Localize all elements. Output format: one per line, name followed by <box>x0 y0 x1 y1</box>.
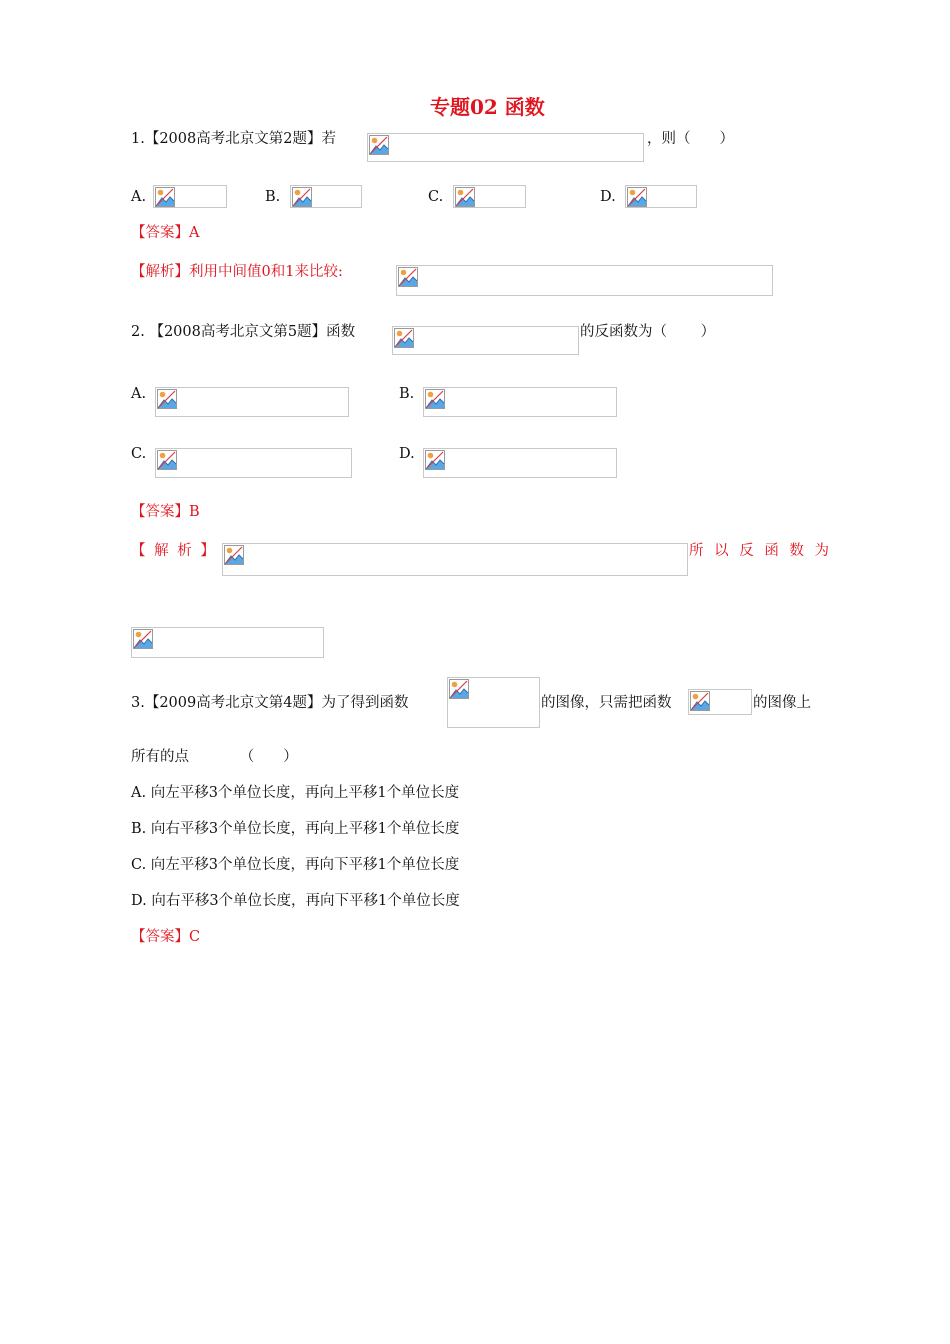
q3-option-a: A. 向左平移3个单位长度，再向上平移1个单位长度 <box>131 785 460 801</box>
q3-answer: 【答案】C <box>131 929 201 945</box>
q2-option-b-image <box>423 387 617 417</box>
q1-option-c-label: C. <box>428 189 444 205</box>
q3-prompt: 3.【2009高考北京文第4题】为了得到函数 <box>131 695 409 711</box>
q2-option-a-label: A. <box>131 386 147 402</box>
q2-inverse-image <box>131 627 324 658</box>
q1-option-b-image <box>290 185 362 208</box>
q2-suffix: 的反函数为（ ） <box>580 324 716 340</box>
q1-option-b-label: B. <box>265 189 281 205</box>
q2-option-a-image <box>155 387 349 417</box>
q1-formula-image <box>367 133 644 162</box>
q1-option-d-image <box>625 185 697 208</box>
q3-suffix: 的图像上 <box>753 695 811 711</box>
q3-prompt-line2: 所有的点 （ ） <box>131 749 298 765</box>
q3-option-b: B. 向右平移3个单位长度，再向上平移1个单位长度 <box>131 821 460 837</box>
q1-option-d-label: D. <box>600 189 616 205</box>
q3-target-function-image <box>447 677 540 728</box>
q1-option-c-image <box>453 185 526 208</box>
q3-option-c: C. 向左平移3个单位长度，再向下平移1个单位长度 <box>131 857 460 873</box>
q2-option-c-image <box>155 448 352 478</box>
q3-middle: 的图像，只需把函数 <box>541 695 672 711</box>
q3-option-d: D. 向右平移3个单位长度，再向下平移1个单位长度 <box>131 893 460 909</box>
q2-option-c-label: C. <box>131 446 147 462</box>
q2-option-b-label: B. <box>399 386 415 402</box>
q1-analysis-image <box>396 265 773 296</box>
q1-option-a-label: A. <box>131 189 147 205</box>
q2-analysis-tail: 所 以 反 函 数 为 <box>689 543 830 559</box>
q1-analysis-label: 【解析】利用中间值0和1来比较: <box>131 264 343 280</box>
q1-prompt: 1.【2008高考北京文第2题】若 <box>131 131 336 147</box>
q2-formula-image <box>392 326 579 355</box>
q2-answer: 【答案】B <box>131 504 200 520</box>
q2-prompt: 2. 【2008高考北京文第5题】函数 <box>131 324 356 340</box>
q2-analysis-label: 【 解 析 】 <box>131 543 215 559</box>
q2-option-d-image <box>423 448 617 478</box>
q2-analysis-image <box>222 543 688 576</box>
q2-option-d-label: D. <box>399 446 415 462</box>
q1-option-a-image <box>153 185 227 208</box>
q1-answer: 【答案】A <box>131 225 200 241</box>
q3-source-function-image <box>688 689 752 715</box>
page-title: 专题02 函数 <box>430 95 545 119</box>
q1-suffix: ，则（ ） <box>647 131 734 147</box>
